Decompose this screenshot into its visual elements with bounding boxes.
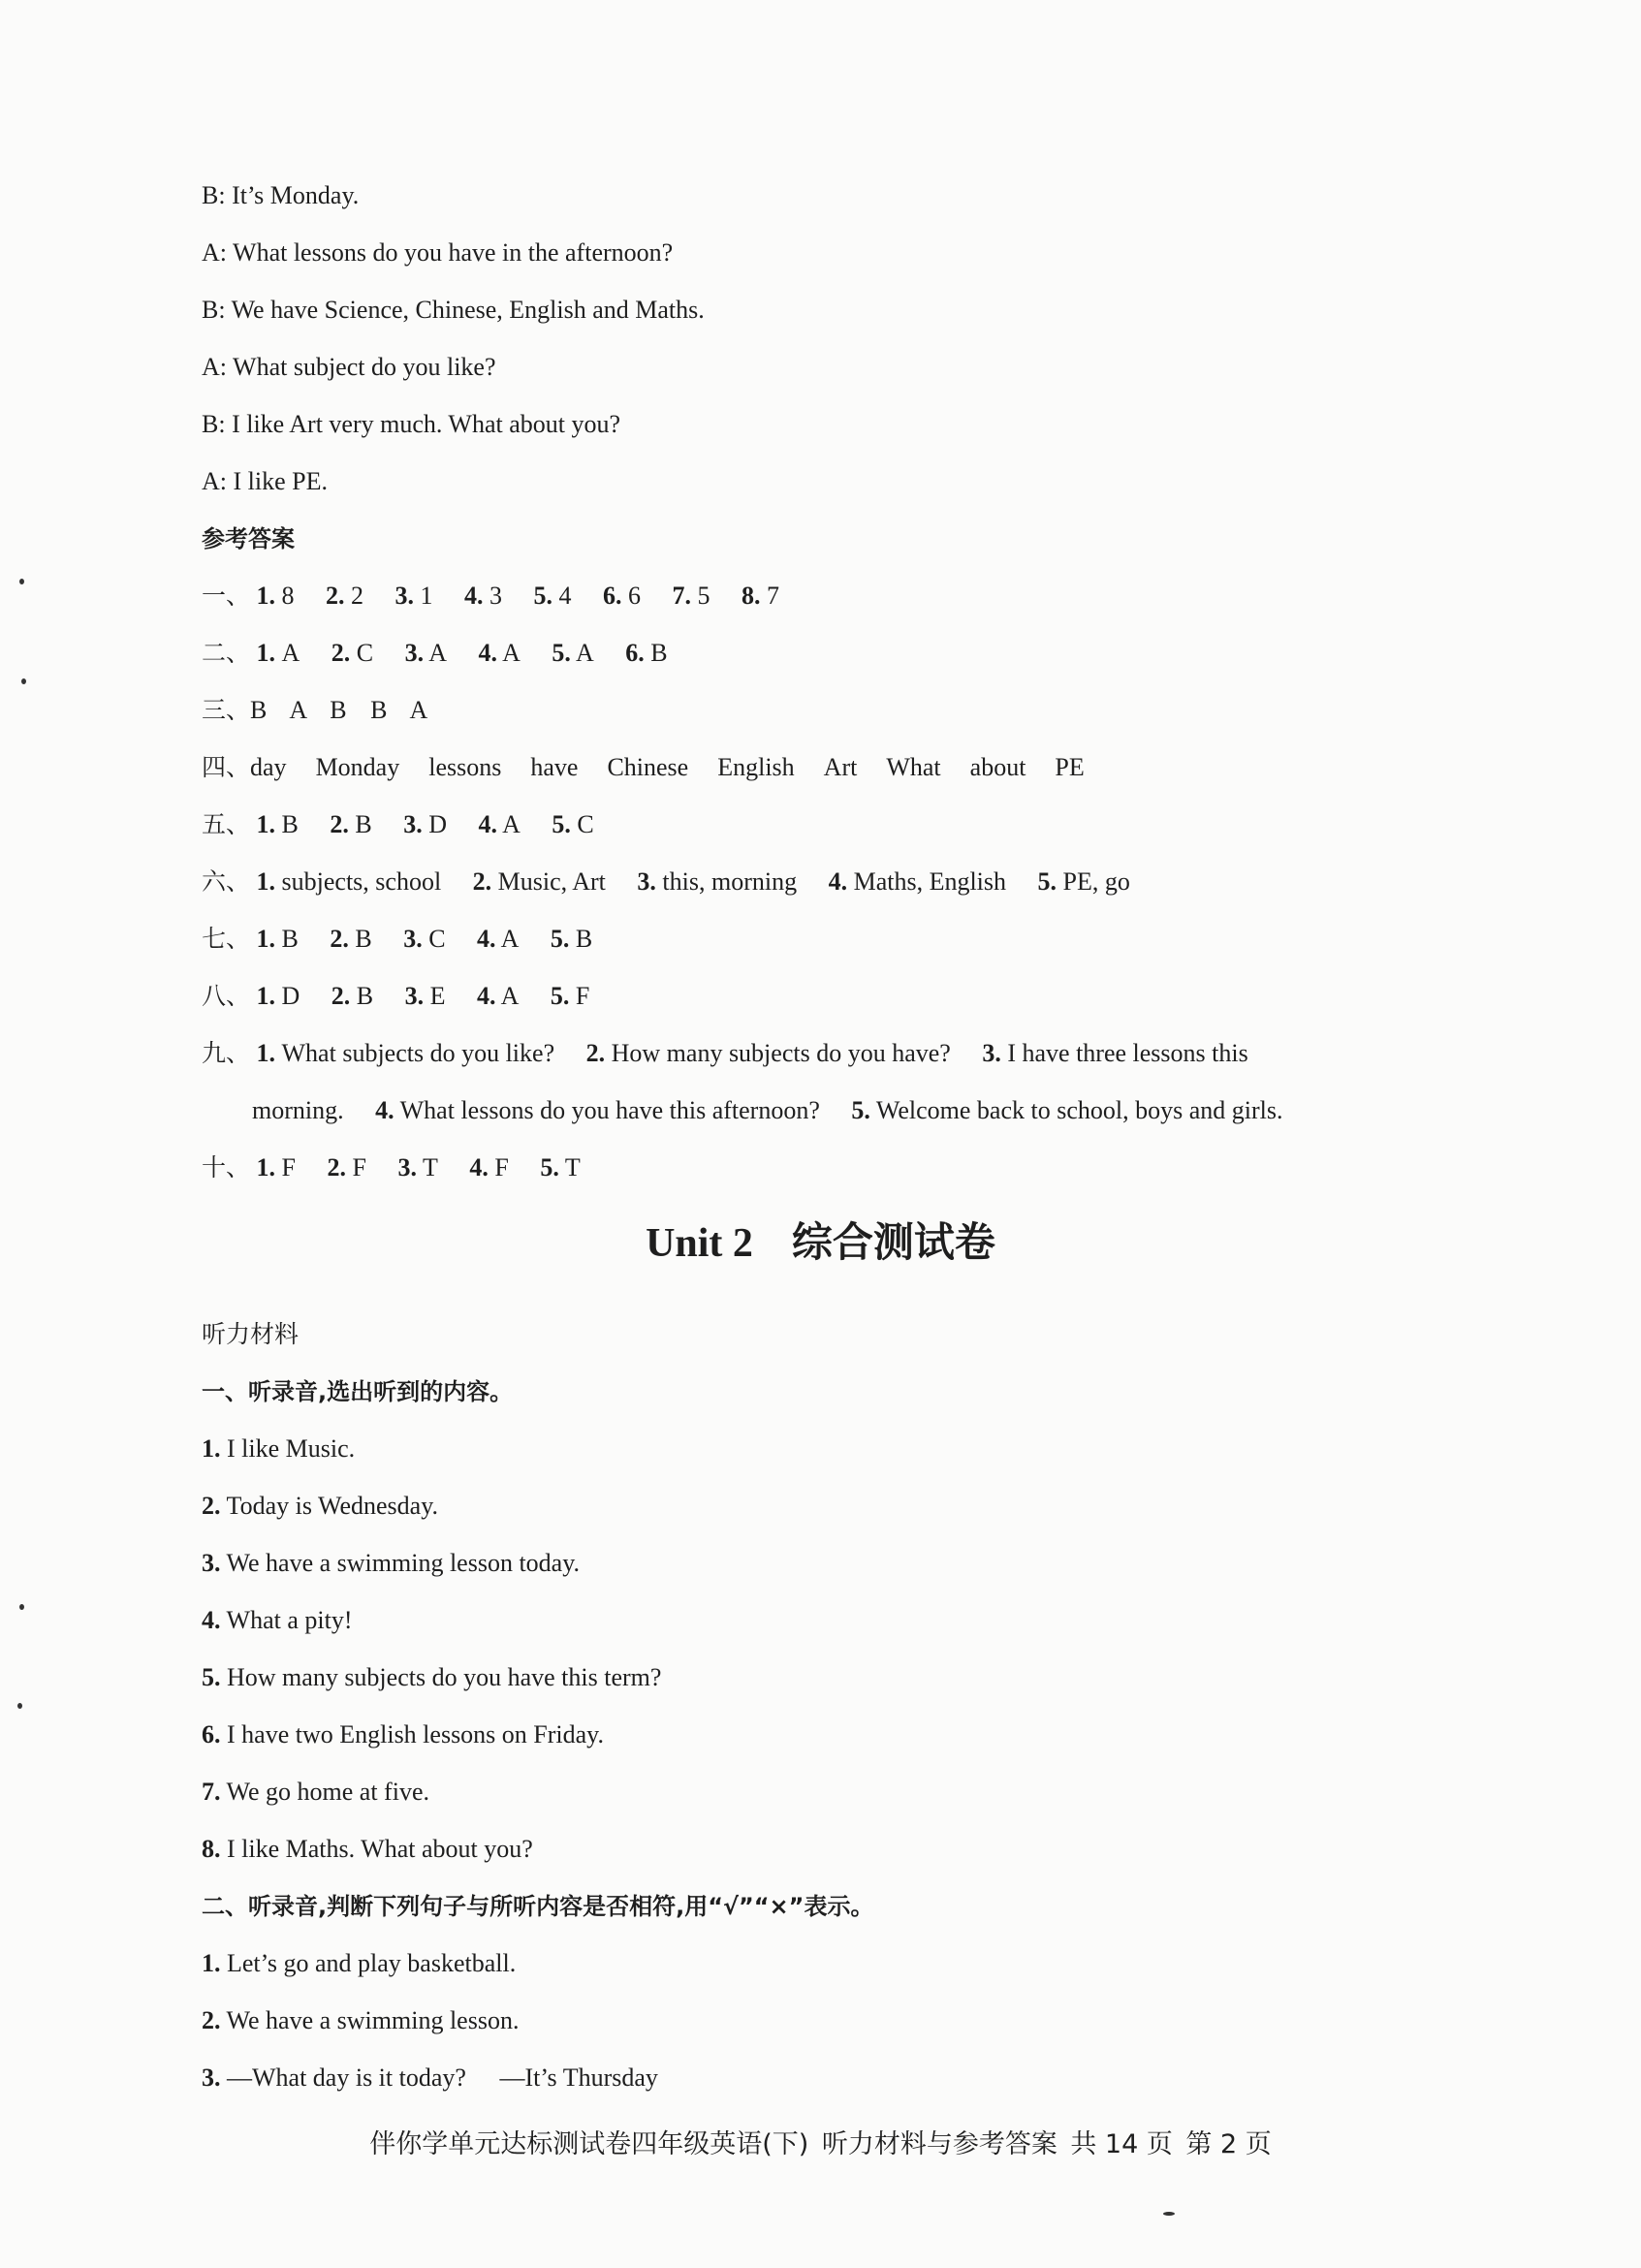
list-item: 1. I like Music.: [202, 1434, 356, 1463]
dialogue-line: A: What subject do you like?: [202, 353, 496, 381]
list-item: 3. We have a swimming lesson today.: [202, 1549, 581, 1577]
dialogue-line: B: I like Art very much. What about you?: [202, 410, 621, 438]
section-label: 三、: [202, 696, 251, 724]
answer-row-1: 一、 1. 8 2. 2 3. 1 4. 3 5. 4 6. 6 7. 5 8. 7: [202, 582, 780, 610]
answer-row-9: 九、 1. What subjects do you like? 2. How many subjects do you have? 3. I have three lessons this: [202, 1039, 1248, 1067]
section-label: 十、: [202, 1153, 251, 1181]
scan-speck: [17, 1703, 22, 1709]
list-item: 1. Let’s go and play basketball.: [202, 1949, 517, 1977]
section-label: 九、: [202, 1039, 251, 1067]
section-label: 四、: [202, 753, 251, 781]
answer-row-4: 四、day Monday lessons have Chinese English Art What about PE: [202, 753, 1085, 781]
dialogue-line: A: What lessons do you have in the afternoon?: [202, 238, 674, 267]
page-footer: 伴你学单元达标测试卷四年级英语(下) 听力材料与参考答案 共 14 页 第 2 页: [369, 2129, 1272, 2159]
scan-speck: [1163, 2212, 1175, 2216]
dialogue-line: B: It’s Monday.: [202, 181, 360, 209]
section-label: 八、: [202, 982, 251, 1010]
unit-title: Unit 2 综合测试卷: [646, 1218, 995, 1266]
scan-speck: [21, 678, 26, 684]
list-item: 7. We go home at five.: [202, 1778, 429, 1806]
section-label: 六、: [202, 867, 251, 896]
list-item: 4. What a pity!: [202, 1606, 353, 1634]
list-item: 5. How many subjects do you have this term?: [202, 1663, 662, 1691]
section-label: 二、: [202, 639, 251, 667]
part1-heading: 一、听录音,选出听到的内容。: [202, 1378, 514, 1405]
list-item: 6. I have two English lessons on Friday.: [202, 1720, 604, 1748]
answers-heading: 参考答案: [202, 525, 295, 552]
answer-row-8: 八、 1. D 2. B 3. E 4. A 5. F: [202, 982, 590, 1010]
answer-row-10: 十、 1. F 2. F 3. T 4. F 5. T: [202, 1153, 581, 1181]
answer-row-5: 五、 1. B 2. B 3. D 4. A 5. C: [202, 810, 594, 838]
answer-row-3: 三、B A B B A: [202, 696, 428, 724]
answer-row-9-continued: morning. 4. What lessons do you have this afternoon? 5. Welcome back to school, boys and girls.: [252, 1096, 1283, 1124]
list-item: 8. I like Maths. What about you?: [202, 1835, 533, 1863]
scan-speck: [19, 579, 24, 584]
dialogue-line: A: I like PE.: [202, 467, 328, 495]
answer-row-2: 二、 1. A 2. C 3. A 4. A 5. A 6. B: [202, 639, 668, 667]
answer-row-6: 六、 1. subjects, school 2. Music, Art 3. this, morning 4. Maths, English 5. PE, go: [202, 867, 1130, 896]
answer-row-7: 七、 1. B 2. B 3. C 4. A 5. B: [202, 925, 593, 953]
section-label: 七、: [202, 925, 251, 953]
list-item: 2. Today is Wednesday.: [202, 1492, 439, 1520]
list-item: 2. We have a swimming lesson.: [202, 2006, 520, 2034]
section-label: 五、: [202, 810, 251, 838]
listening-heading: 听力材料: [202, 1320, 300, 1348]
dialogue-line: B: We have Science, Chinese, English and Maths.: [202, 296, 705, 324]
part2-heading: 二、听录音,判断下列句子与所听内容是否相符,用“√”“×”表示。: [202, 1893, 874, 1920]
list-item: 3. —What day is it today? —It’s Thursday: [202, 2063, 658, 2092]
section-label: 一、: [202, 582, 251, 610]
scan-speck: [19, 1604, 24, 1610]
